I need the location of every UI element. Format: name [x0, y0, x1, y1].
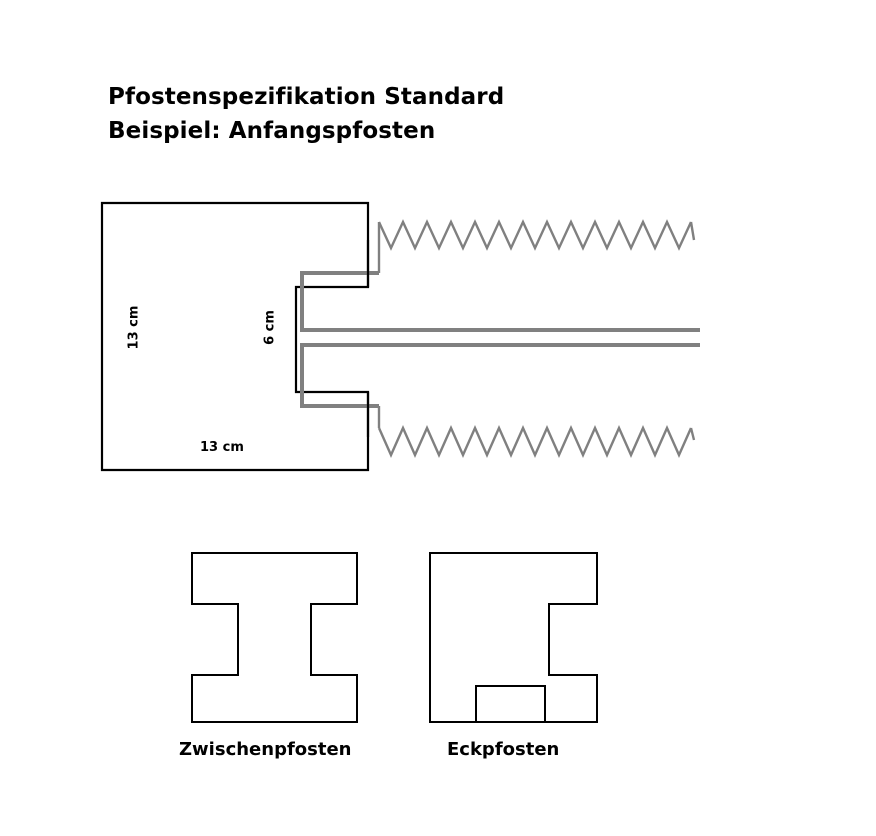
upper-zigzag-band [379, 222, 694, 273]
caption-eckpfosten: Eckpfosten [447, 739, 560, 760]
eckpfosten-profile [430, 553, 597, 722]
lower-zigzag-band [379, 406, 694, 455]
caption-zwischenpfosten: Zwischenpfosten [179, 739, 352, 760]
dimension-post-height: 13 cm [126, 305, 142, 350]
page-title: Pfostenspezifikation Standard [108, 84, 505, 110]
page-subtitle: Beispiel: Anfangspfosten [108, 118, 436, 144]
dimension-slot-height: 6 cm [262, 310, 278, 345]
dimension-post-width: 13 cm [200, 440, 244, 455]
zwischenpfosten-profile [192, 553, 357, 722]
